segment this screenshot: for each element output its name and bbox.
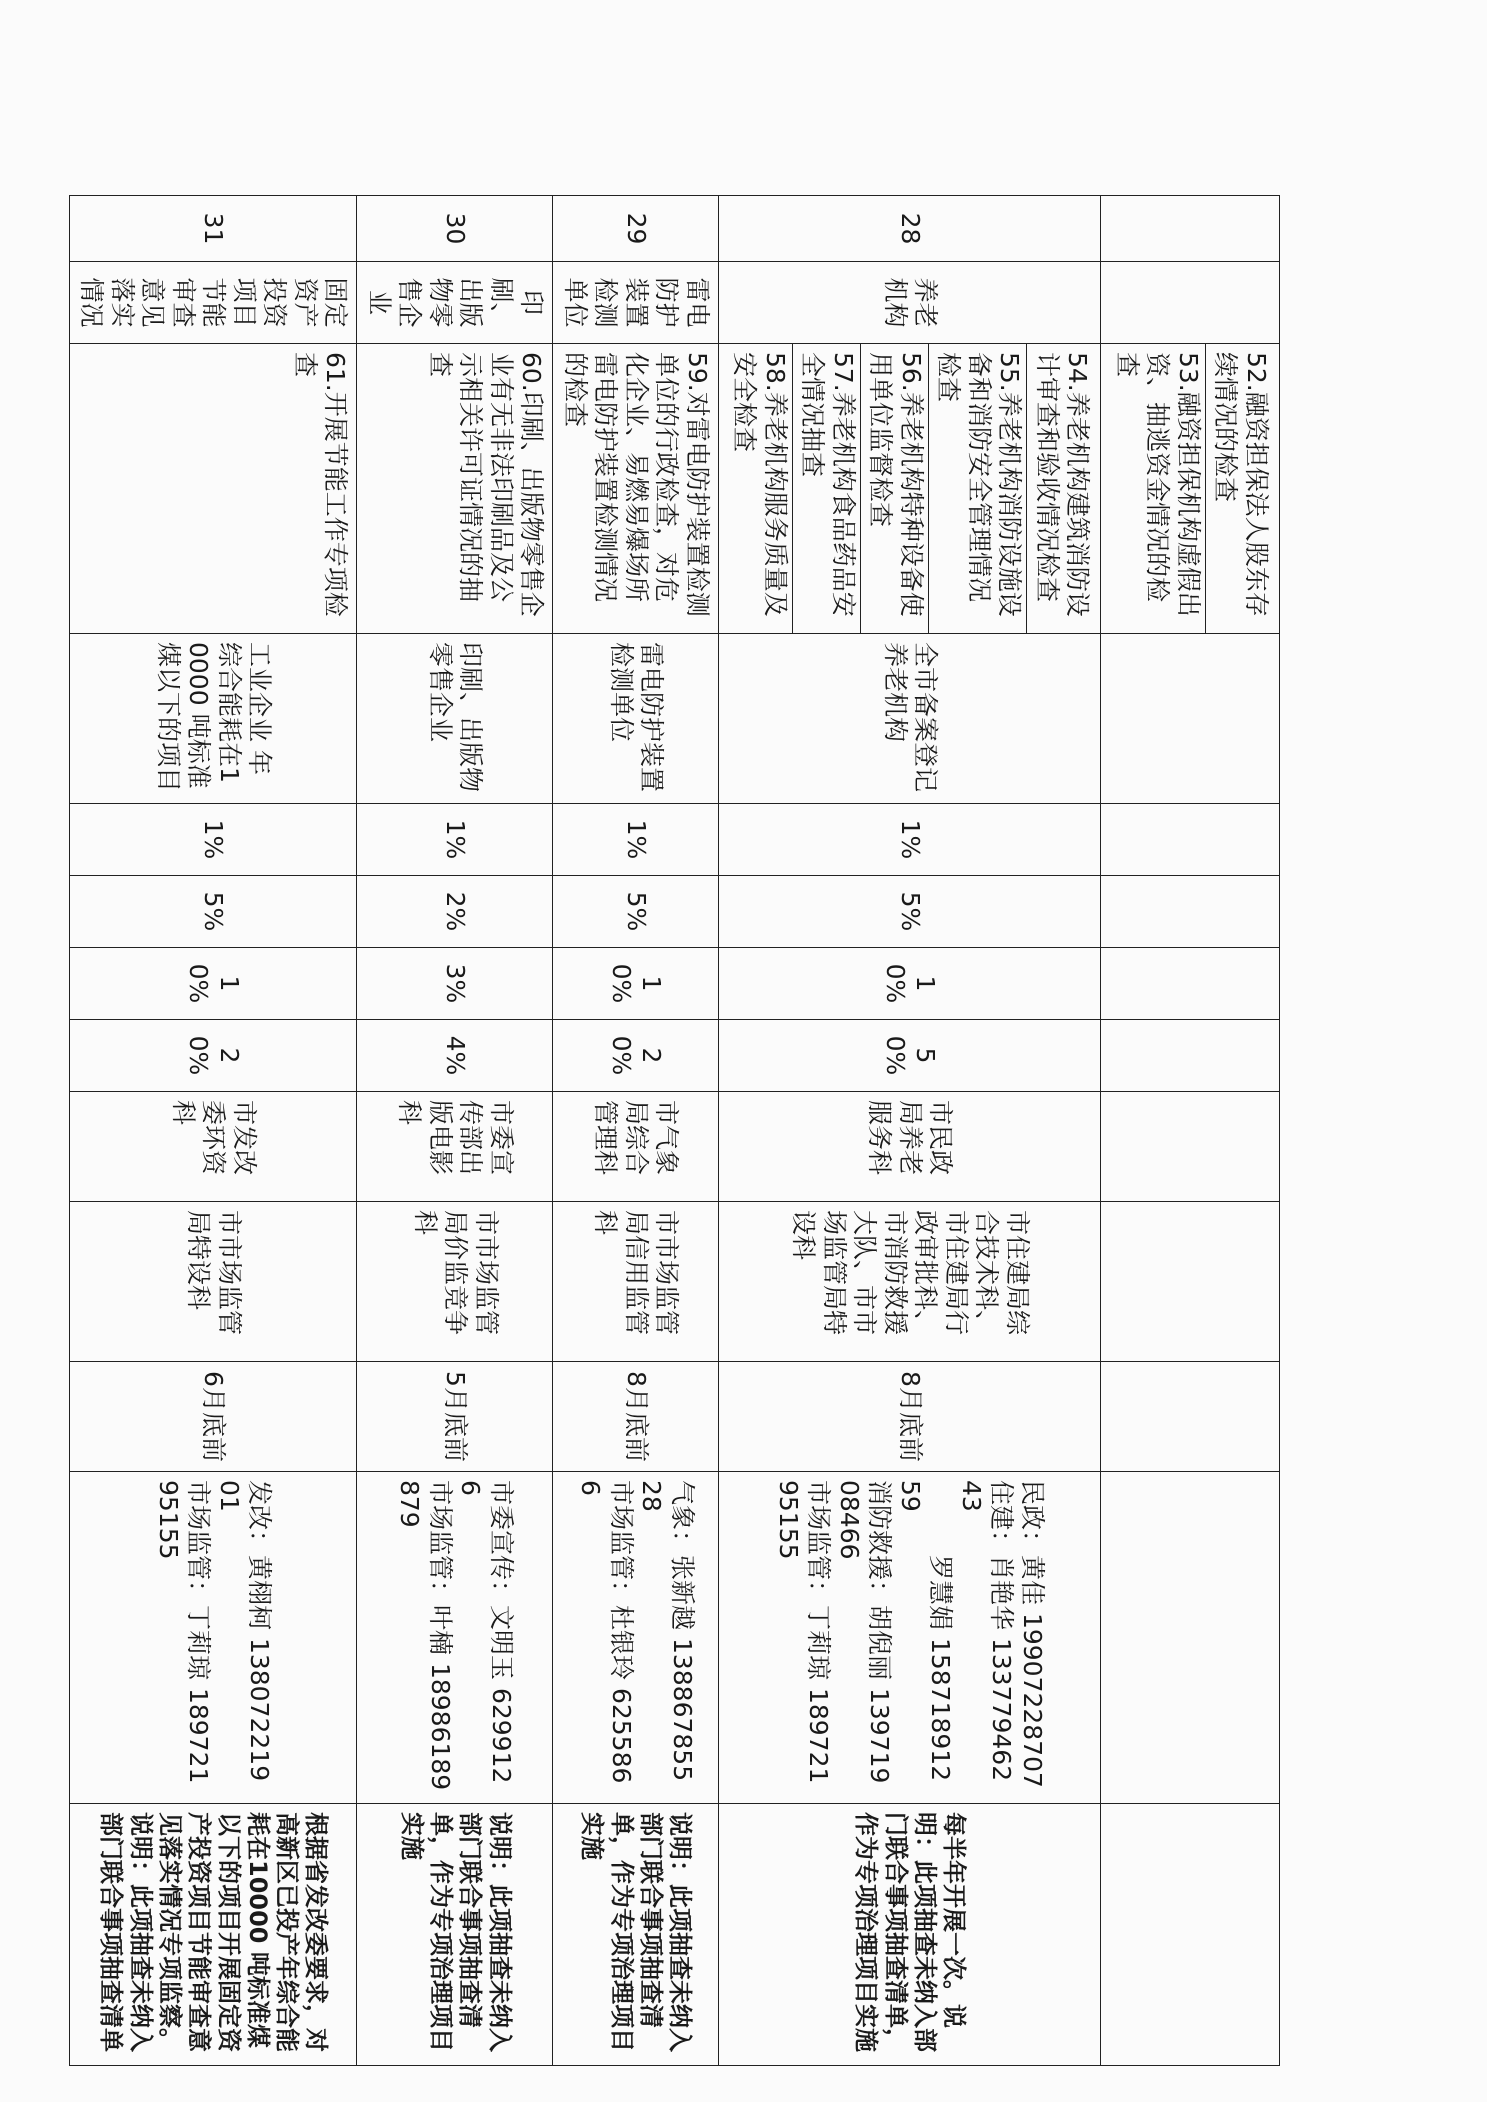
scope-cell: 雷电防护装置检测单位 [553,634,719,804]
row-number-cell [1101,196,1280,262]
contact-cell: 市委宣传：文明玉 6299126 市场监管：叶楠 18986189879 [357,1472,553,1804]
inspection-item: 57.养老机构食品药品安全情况抽查 [792,344,860,633]
cooperating-department-cell [1101,1202,1280,1362]
table-row [70,196,358,2066]
category-cell: 固定资产投资项目节能审查意见落实情况 [70,262,358,344]
contact-cell: 发改：黄栩柯 13807221901 市场监管：丁莉琼 18972195155 [70,1472,358,1804]
lead-department-cell: 市民政局养老服务科 [719,1092,1102,1202]
cooperating-department-cell: 市市场监管局价监竞争科 [357,1202,553,1362]
note-cell: 根据省发改委要求，对高新区已投产年综合能耗在10000 吨标准煤以下的项目开展固定资产投资项目节能审查意见落实情况专项监察。说明：此项抽查未纳入部门联合事项抽查清单 [70,1804,358,2066]
deadline-cell: 5月底前 [357,1362,553,1472]
deadline-cell: 8月底前 [719,1362,1102,1472]
scope-cell: 全市备案登记养老机构 [719,634,1102,804]
ratio-cell-2: 5% [70,876,358,948]
note-cell: 每半年开展一次。说明：此项抽查未纳入部门联合事项抽查清单，作为专项治理项目实施 [719,1804,1102,2066]
ratio-cell-2 [1101,876,1280,948]
ratio-cell-1: 1% [357,804,553,876]
inspection-items-cell [1101,344,1280,634]
inspection-items-cell [70,344,358,634]
inspection-table [69,195,1280,2066]
contact-cell [1101,1472,1280,1804]
contact-cell: 气象：张新越 13886785528 市场监管：杜银玲 6255866 [553,1472,719,1804]
ratio-cell-1: 1% [553,804,719,876]
inspection-item: 55.养老机构消防设施设备和消防安全管理情况检查 [928,344,1027,633]
ratio-cell-4: 50% [719,1020,1102,1092]
category-cell: 雷电防护装置检测单位 [553,262,719,344]
row-number-cell: 29 [553,196,719,262]
ratio-cell-4 [1101,1020,1280,1092]
ratio-cell-2: 2% [357,876,553,948]
inspection-item: 58.养老机构服务质量及安全检查 [730,352,790,617]
note-cell: 说明：此项抽查未纳入部门联合事项抽查清单，作为专项治理项目实施 [357,1804,553,2066]
table-row [1101,196,1280,2066]
ratio-cell-3 [1101,948,1280,1020]
deadline-cell: 6月底前 [70,1362,358,1472]
cooperating-department-cell: 市市场监管局特设科 [70,1202,358,1362]
cooperating-department-cell: 市住建局综合技术科、市住建局行政审批科、市消防救援大队、市市场监管局特设科 [719,1202,1102,1362]
note-cell [1101,1804,1280,2066]
row-number-cell: 31 [70,196,358,262]
lead-department-cell [1101,1092,1280,1202]
inspection-item: 56.养老机构特种设备使用单位监督检查 [860,344,928,633]
scope-cell: 印刷、出版物零售企业 [357,634,553,804]
ratio-cell-3: 10% [553,948,719,1020]
deadline-cell [1101,1362,1280,1472]
row-number-cell: 30 [357,196,553,262]
inspection-table-sheet [77,195,1280,2065]
lead-department-cell: 市气象局综合管理科 [553,1092,719,1202]
note-cell: 说明：此项抽查未纳入部门联合事项抽查清单，作为专项治理项目实施 [553,1804,719,2066]
row-number-cell: 28 [719,196,1102,262]
table-row [553,196,719,2066]
table-body [70,196,1280,2066]
contact-cell: 民政：黄佳 19907228707 住建：肖艳华 13377946243 罗慧娟 15871891259 消防救援：胡倪丽 13971908466 市场监管：丁莉琼 18972195155 [719,1472,1102,1804]
table-row [719,196,1102,2066]
ratio-cell-2: 5% [553,876,719,948]
cooperating-department-cell: 市市场监管局信用监管科 [553,1202,719,1362]
scope-cell: 工业企业 年综合能耗在10000 吨标准煤以下的项目 [70,634,358,804]
scope-cell [1101,634,1280,804]
ratio-cell-4: 20% [553,1020,719,1092]
inspection-item: 59.对雷电防护装置检测单位的行政检查，对危化企业、易燃易爆场所雷电防护装置检测情况的检查 [561,352,712,617]
lead-department-cell: 市委宣传部出版电影科 [357,1092,553,1202]
lead-department-cell: 市发改委环资科 [70,1092,358,1202]
ratio-cell-4: 20% [70,1020,358,1092]
ratio-cell-2: 5% [719,876,1102,948]
category-cell: 印刷、出版物零售企业 [357,262,553,344]
ratio-cell-3: 3% [357,948,553,1020]
inspection-item: 61.开展节能工作专项检查 [291,352,351,617]
ratio-cell-3: 10% [70,948,358,1020]
ratio-cell-1: 1% [70,804,358,876]
inspection-item: 60.印刷、出版物零售企业有无非法印刷品及公示相关许可证情况的抽查 [426,352,547,617]
inspection-items-cell [553,344,719,634]
inspection-items-cell [357,344,553,634]
inspection-item: 53.融资担保机构虚假出资、抽逃资金情况的检查 [1113,352,1203,617]
category-cell [1101,262,1280,344]
inspection-item: 54.养老机构建筑消防设计审查和验收情况检查 [1027,344,1095,633]
deadline-cell: 8月底前 [553,1362,719,1472]
inspection-item: 52.融资担保法人股东存续情况的检查 [1205,344,1273,633]
ratio-cell-4: 4% [357,1020,553,1092]
inspection-items-cell [719,344,1102,634]
ratio-cell-1 [1101,804,1280,876]
category-cell: 养老机构 [719,262,1102,344]
table-row [357,196,553,2066]
ratio-cell-3: 10% [719,948,1102,1020]
ratio-cell-1: 1% [719,804,1102,876]
